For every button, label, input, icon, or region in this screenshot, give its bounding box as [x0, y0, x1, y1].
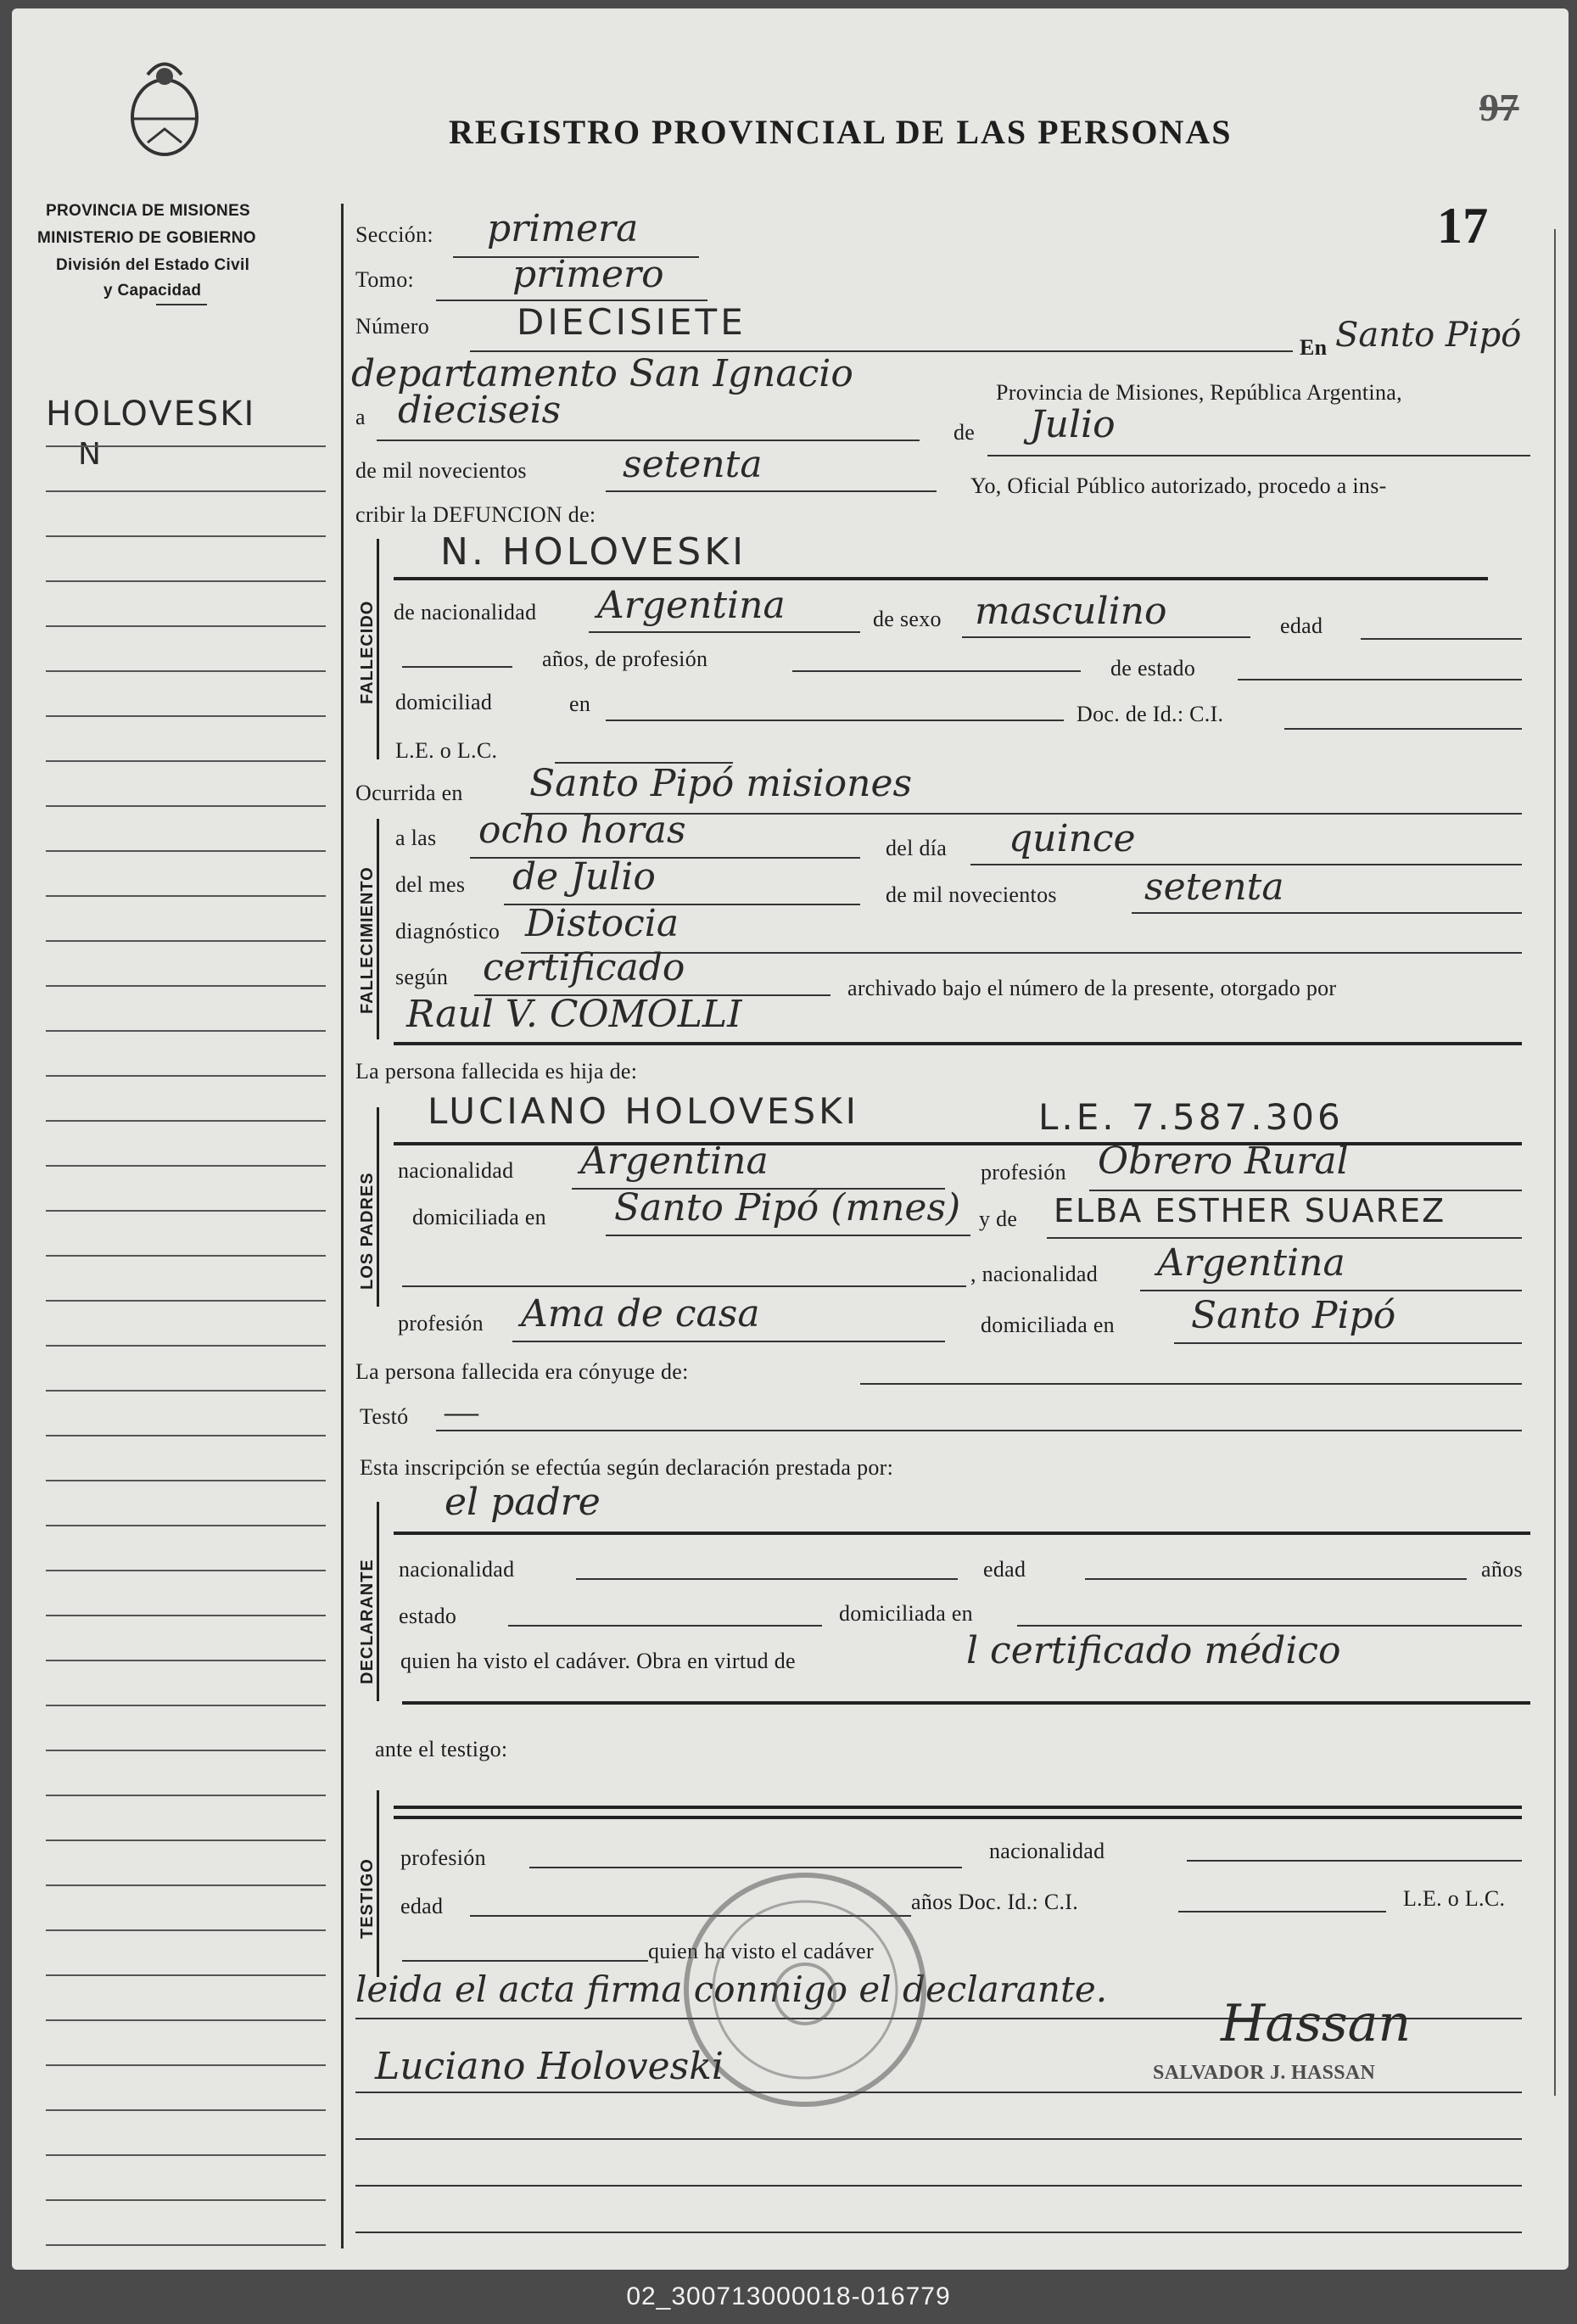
nacionalidad-line — [589, 631, 860, 633]
visto-text: quien ha visto el cadáver. Obra en virtud de — [400, 1649, 796, 1673]
padre-doc: L.E. 7.587.306 — [1038, 1096, 1344, 1138]
en-value: Santo Pipó — [1335, 316, 1522, 355]
tomo-value: primero — [512, 253, 664, 296]
stub-ruled-line — [46, 985, 326, 987]
fallecido-name: N. HOLOVESKI — [440, 530, 747, 574]
stub-ruled-line — [46, 2154, 326, 2156]
ocurrida-label: Ocurrida en — [355, 781, 463, 805]
oficial-stamp-text: SALVADOR J. HASSAN — [1153, 2062, 1376, 2084]
testigo-nacionalidad-line — [1187, 1860, 1522, 1862]
oficial-text: Yo, Oficial Público autorizado, procedo a ins- — [970, 473, 1387, 498]
stub-ruled-line — [46, 1884, 326, 1886]
padre-name: LUCIANO HOLOVESKI — [428, 1090, 860, 1132]
sexo-value: masculino — [975, 590, 1167, 633]
testigo-section-label: TESTIGO — [358, 1858, 377, 1939]
agency-line-3: División del Estado Civil — [56, 256, 250, 274]
hora-value: ocho horas — [478, 809, 686, 852]
provincia-text: Provincia de Misiones, República Argentina, — [996, 380, 1402, 405]
visto-line — [402, 1701, 1530, 1705]
declarante-section-label: DECLARANTE — [358, 1559, 377, 1684]
cribir-text: cribir la DEFUNCION de: — [355, 502, 596, 527]
sexo-line — [962, 636, 1250, 638]
a-label: a — [355, 405, 366, 429]
ante-testigo-label: ante el testigo: — [375, 1737, 508, 1761]
testigo-profesion-label: profesión — [400, 1845, 486, 1870]
stub-ruled-line — [46, 1525, 326, 1526]
stub-ruled-line — [46, 1705, 326, 1706]
padre-domicilio-line — [606, 1235, 970, 1236]
stub-ruled-line — [46, 580, 326, 582]
a-las-label: a las — [395, 826, 437, 850]
madre-profesion-value: Ama de casa — [521, 1292, 760, 1336]
stub-ruled-line — [46, 445, 326, 447]
testigo-nacionalidad-label: nacionalidad — [989, 1839, 1105, 1863]
stub-ruled-line — [46, 940, 326, 942]
declarante-signature: Luciano Holoveski — [375, 2045, 724, 2088]
testigo-le-label: L.E. o L.C. — [1403, 1886, 1506, 1911]
declarante-domiciliada-label: domiciliada en — [839, 1601, 973, 1626]
en-label: En — [1300, 335, 1328, 360]
declarante-anos-label: años — [1481, 1557, 1523, 1582]
stub-ruled-line — [46, 535, 326, 537]
departamento-value: departamento San Ignacio — [351, 352, 853, 395]
testo-value: — — [445, 1392, 479, 1431]
madre-profesion-line — [512, 1341, 945, 1342]
dia-value: quince — [1009, 817, 1136, 860]
declarante-edad-line — [1085, 1578, 1467, 1580]
stub-ruled-line — [46, 760, 326, 762]
medico-line — [394, 1042, 1522, 1045]
seccion-label: Sección: — [355, 222, 433, 247]
stub-ruled-line — [46, 1570, 326, 1571]
madre-domicilio-line — [1174, 1342, 1522, 1344]
madre-line — [1047, 1237, 1522, 1239]
year-line — [606, 490, 937, 492]
stub-ruled-line — [46, 2199, 326, 2201]
stub-ruled-line — [46, 805, 326, 807]
padre-line — [394, 1142, 1522, 1145]
madre-nacionalidad-line — [1140, 1290, 1522, 1291]
stub-ruled-line — [46, 490, 326, 492]
closing-line-4 — [355, 2185, 1522, 2187]
month-line — [987, 455, 1530, 456]
stub-ruled-line — [46, 1300, 326, 1302]
padre-nacionalidad-label: nacionalidad — [398, 1158, 514, 1183]
estado-label: de estado — [1110, 656, 1196, 680]
agency-line-2: MINISTERIO DE GOBIERNO — [37, 229, 256, 247]
margin-rule — [341, 204, 344, 2248]
declarante-nacionalidad-line — [576, 1578, 958, 1580]
stub-ruled-line — [46, 1480, 326, 1481]
fallecimiento-year-label: de mil novecientos — [886, 882, 1057, 907]
stub-ruled-line — [46, 895, 326, 897]
le-label: L.E. o L.C. — [395, 738, 498, 763]
image-id-caption: 02_300713000018-016779 — [626, 2282, 951, 2310]
testo-line — [436, 1430, 1522, 1431]
tomo-label: Tomo: — [355, 267, 415, 292]
stub-ruled-line — [46, 1435, 326, 1436]
declarante-estado-label: estado — [399, 1604, 457, 1628]
numero-label: Número — [355, 314, 429, 339]
argentina-coat-of-arms-icon — [118, 58, 211, 160]
padre-domiciliada-label: domiciliada en — [412, 1205, 546, 1229]
stub-surname: HOLOVESKI — [46, 395, 256, 434]
madre-domiciliada-label: domiciliada en — [981, 1313, 1115, 1337]
fallecido-en-label: en — [569, 692, 591, 716]
conyuge-line — [860, 1383, 1522, 1385]
stub-ruled-line — [46, 2109, 326, 2111]
record-stub — [12, 8, 333, 2270]
y-de-label: y de — [979, 1207, 1018, 1231]
madre-profesion-label: profesión — [398, 1311, 484, 1336]
day-line — [377, 440, 920, 441]
stub-ruled-line — [46, 625, 326, 627]
stub-ruled-line — [46, 2064, 326, 2066]
dia-label: del día — [886, 836, 948, 860]
fallecido-section-label: FALLECIDO — [358, 600, 377, 704]
testigo-edad-label: edad — [400, 1894, 444, 1918]
madre-nacionalidad-label: , nacionalidad — [970, 1262, 1099, 1286]
ocurrida-value: Santo Pipó misiones — [529, 762, 913, 805]
declarante-name: el padre — [445, 1481, 601, 1524]
padres-blank-line — [402, 1285, 966, 1287]
doc-line — [1284, 728, 1522, 730]
testigo-line-2 — [394, 1816, 1522, 1819]
stub-ruled-line — [46, 1390, 326, 1392]
agency-line-4: y Capacidad — [103, 282, 202, 300]
conyuge-label: La persona fallecida era cónyuge de: — [355, 1359, 689, 1384]
stub-ruled-line — [46, 715, 326, 717]
day-value: dieciseis — [398, 389, 562, 432]
madre-nacionalidad-value: Argentina — [1157, 1241, 1345, 1285]
de-label: de — [953, 420, 976, 445]
declarante-edad-label: edad — [983, 1557, 1026, 1582]
stub-ruled-line — [46, 1660, 326, 1661]
death-certificate-page — [12, 8, 1569, 2270]
medico-value: Raul V. COMOLLI — [406, 993, 742, 1036]
testo-label: Testó — [360, 1404, 409, 1429]
folio-number: 97 — [1479, 86, 1519, 129]
acta-number: 17 — [1437, 198, 1489, 254]
estado-line — [1238, 679, 1522, 680]
testigo-line-1 — [394, 1806, 1522, 1809]
stub-ruled-line — [46, 1030, 326, 1032]
padre-profesion-label: profesión — [981, 1160, 1066, 1184]
mes-value: de Julio — [512, 855, 656, 899]
fallecimiento-year-value: setenta — [1144, 865, 1284, 909]
anos-label: años, de profesión — [542, 647, 708, 671]
leida-text: leida el acta firma conmigo el declarante. — [355, 1968, 1108, 2010]
testigo-visto-line — [402, 1960, 648, 1962]
right-rule — [1554, 229, 1556, 2096]
domicilio-line — [606, 720, 1064, 721]
fallecimiento-section-label: FALLECIMIENTO — [358, 866, 377, 1014]
name-line — [394, 577, 1488, 580]
oficial-signature: Hassan — [1221, 1994, 1412, 2053]
declarante-line — [394, 1532, 1530, 1535]
anos-line — [402, 666, 512, 668]
closing-line-2 — [355, 2092, 1522, 2093]
stub-ruled-line — [46, 1210, 326, 1212]
stub-ruled-line — [46, 850, 326, 852]
padre-profesion-line — [1089, 1190, 1522, 1191]
segun-label: según — [395, 965, 449, 989]
testigo-doc-line — [1178, 1911, 1386, 1912]
diagnostico-value: Distocia — [525, 902, 679, 945]
stub-ruled-line — [46, 1750, 326, 1751]
padres-intro: La persona fallecida es hija de: — [355, 1059, 638, 1084]
padre-domicilio-value: Santo Pipó (mnes) — [614, 1186, 961, 1229]
year-prefix: de mil novecientos — [355, 458, 527, 483]
declaracion-intro: Esta inscripción se efectúa según declaración prestada por: — [360, 1455, 894, 1480]
agency-line-1: PROVINCIA DE MISIONES — [46, 202, 251, 220]
mes-label: del mes — [395, 872, 466, 897]
visto-value: l certificado médico — [966, 1629, 1341, 1672]
segun-value: certificado — [483, 946, 685, 989]
stub-ruled-line — [46, 670, 326, 672]
diagnostico-label: diagnóstico — [395, 919, 501, 944]
year-value: setenta — [623, 443, 763, 486]
domiciliado-label: domiciliad — [395, 690, 493, 714]
stub-ruled-line — [46, 1255, 326, 1257]
padres-section-label: LOS PADRES — [358, 1172, 377, 1290]
month-value: Julio — [1030, 403, 1116, 446]
numero-value: DIECISIETE — [517, 301, 747, 343]
stub-ruled-line — [46, 1075, 326, 1077]
stub-ruled-line — [46, 1120, 326, 1122]
declarante-nacionalidad-label: nacionalidad — [399, 1557, 515, 1582]
stub-ruled-line — [46, 1974, 326, 1976]
testigo-anos-doc-label: años Doc. Id.: C.I. — [911, 1890, 1079, 1914]
profesion-line — [792, 670, 1081, 672]
stub-ruled-line — [46, 1929, 326, 1931]
seccion-value: primera — [487, 207, 639, 250]
closing-line-5 — [355, 2232, 1522, 2233]
edad-label: edad — [1280, 613, 1323, 638]
closing-line-3 — [355, 2138, 1522, 2140]
agency-underline — [156, 304, 207, 305]
stub-initial: N — [78, 437, 104, 472]
padre-profesion-value: Obrero Rural — [1098, 1140, 1349, 1183]
madre-domicilio-value: Santo Pipó — [1191, 1294, 1396, 1337]
padre-nacionalidad-value: Argentina — [580, 1140, 769, 1183]
stub-ruled-line — [46, 2244, 326, 2246]
sexo-label: de sexo — [873, 607, 942, 631]
archivado-text: archivado bajo el número de la presente, otorgado por — [847, 976, 1337, 1000]
declarante-estado-line — [508, 1625, 822, 1627]
madre-name: ELBA ESTHER SUAREZ — [1054, 1192, 1446, 1229]
nacionalidad-label: de nacionalidad — [394, 600, 537, 624]
nacionalidad-value: Argentina — [597, 584, 786, 627]
doc-label: Doc. de Id.: C.I. — [1076, 702, 1224, 726]
stub-ruled-line — [46, 2019, 326, 2021]
testigo-visto-label: quien ha visto el cadáver — [648, 1939, 874, 1963]
stub-ruled-line — [46, 1615, 326, 1616]
stub-ruled-line — [46, 1795, 326, 1796]
stub-ruled-line — [46, 1345, 326, 1347]
stub-ruled-line — [46, 1840, 326, 1841]
edad-line — [1361, 638, 1522, 640]
fallecimiento-year-line — [1132, 912, 1522, 914]
declarante-domicilio-line — [1017, 1625, 1522, 1627]
stub-ruled-line — [46, 1165, 326, 1167]
page-title: REGISTRO PROVINCIAL DE LAS PERSONAS — [449, 113, 1233, 151]
